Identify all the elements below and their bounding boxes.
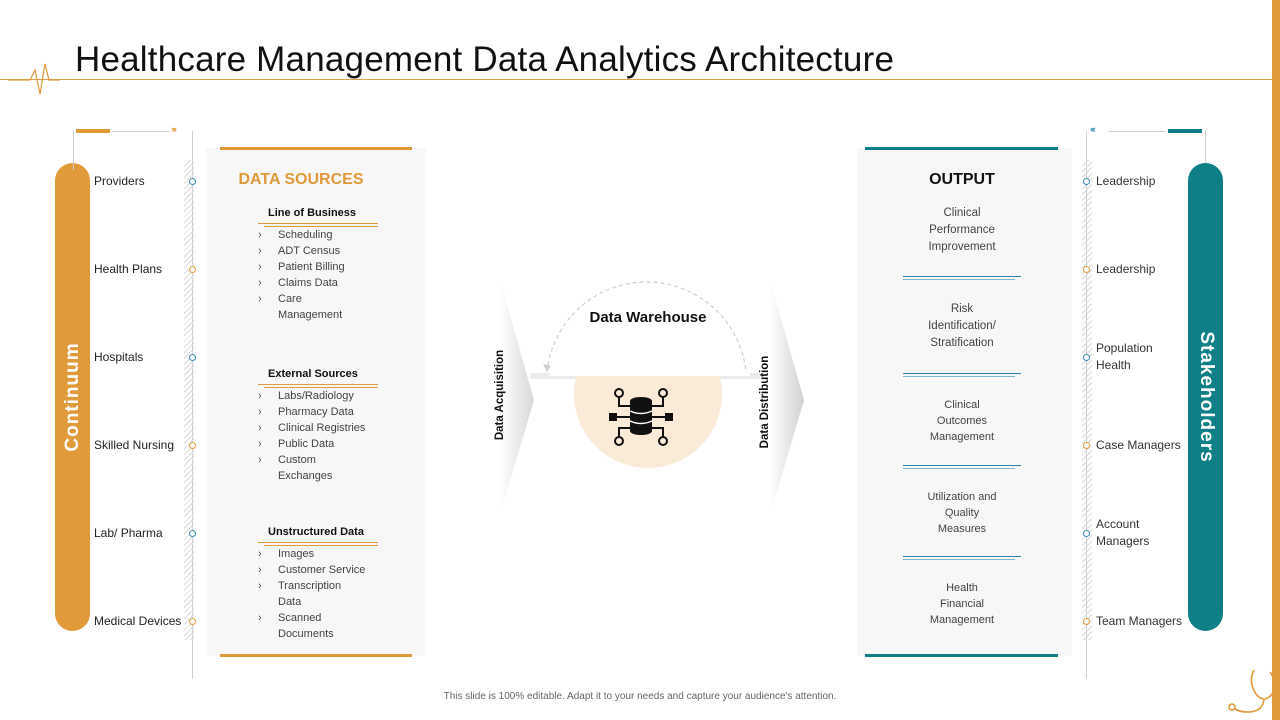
- output-item-line: Risk: [950, 303, 974, 315]
- source-list-item: [258, 291, 302, 307]
- continuum-node-dot: [189, 354, 196, 361]
- output-item-line: Stratification: [930, 337, 994, 349]
- output-item-line: Quality: [944, 507, 980, 519]
- source-item-text: Transcription: [278, 580, 342, 592]
- output-separator: [903, 468, 1015, 469]
- output-item-line: Clinical: [944, 399, 980, 411]
- source-list-item: [258, 404, 354, 420]
- stethoscope-icon: [1224, 668, 1274, 718]
- chevron-right-icon: ›: [258, 261, 262, 273]
- source-item-text: Management: [278, 309, 343, 321]
- continuum-item: Lab/ Pharma: [94, 526, 163, 540]
- footer-note: This slide is 100% editable. Adapt it to your needs and capture your audience's attention.: [443, 691, 837, 702]
- output-item: [892, 397, 1032, 445]
- source-group-title: External Sources: [268, 368, 358, 380]
- chevron-right-icon: ›: [258, 438, 262, 450]
- source-item-text: Labs/Radiology: [278, 390, 354, 402]
- chevron-right-icon: ›: [258, 580, 262, 592]
- output-item: [892, 301, 1032, 352]
- output-item: [892, 205, 1032, 256]
- source-item-text: Clinical Registries: [278, 422, 366, 434]
- hatch-strip: [184, 160, 194, 640]
- source-list-item: [258, 468, 332, 484]
- stakeholder-item: Managers: [1096, 534, 1150, 548]
- source-item-text: Claims Data: [278, 277, 338, 289]
- panel-top-accent: [865, 147, 1058, 150]
- panel-top-accent: [220, 147, 412, 150]
- stakeholder-node-dot: [1083, 530, 1090, 537]
- source-item-text: Data: [278, 596, 302, 608]
- output-item-line: Identification/: [928, 320, 996, 332]
- output-item-line: Management: [929, 614, 995, 626]
- hatch-strip: [1082, 160, 1092, 640]
- chevron-right-icon: ›: [258, 548, 262, 560]
- group-title-underline: [258, 223, 378, 224]
- output-heading: OUTPUT: [929, 171, 995, 188]
- stakeholder-item: Case Managers: [1096, 438, 1181, 452]
- source-list-item: [258, 275, 338, 291]
- source-item-text: Customer Service: [278, 564, 366, 576]
- chevron-right-icon: ›: [258, 564, 262, 576]
- output-separator: [903, 279, 1015, 280]
- chevrons-left-icon: ‹‹‹‹: [1090, 124, 1094, 134]
- source-item-text: Patient Billing: [278, 261, 345, 273]
- output-item-line: Improvement: [928, 241, 996, 253]
- connector-line: [112, 131, 170, 132]
- output-separator: [903, 559, 1015, 560]
- source-group-title: Unstructured Data: [268, 526, 364, 538]
- source-item-text: Documents: [278, 628, 334, 640]
- stakeholders-bar: [1188, 163, 1223, 631]
- output-item-line: Management: [929, 431, 995, 443]
- continuum-item: Hospitals: [94, 350, 144, 364]
- output-item: [892, 580, 1032, 628]
- title-underline: [0, 79, 1272, 80]
- output-separator: [903, 276, 1021, 277]
- chevrons-right-icon: ››››: [171, 124, 175, 134]
- data-acquisition-label: Data Acquisition: [494, 349, 506, 441]
- stakeholder-item: Leadership: [1096, 262, 1156, 276]
- page-title: Healthcare Management Data Analytics Architecture: [75, 40, 895, 79]
- data-sources-heading: DATA SOURCES: [238, 171, 364, 188]
- stakeholder-node-dot: [1083, 618, 1090, 625]
- source-item-text: Scheduling: [278, 229, 333, 241]
- continuum-item: Providers: [94, 174, 145, 188]
- connector-line: [73, 130, 74, 170]
- source-list-item: [258, 227, 332, 243]
- continuum-node-dot: [189, 266, 196, 273]
- source-group-title: Line of Business: [268, 207, 357, 219]
- source-list-item: [258, 243, 340, 259]
- source-list-item: [258, 610, 321, 626]
- source-list-item: [258, 452, 316, 468]
- panel-bottom-accent: [220, 654, 412, 657]
- source-list-item: [258, 388, 354, 404]
- chevron-right-icon: ›: [258, 406, 262, 418]
- output-item-line: Utilization and: [927, 491, 997, 503]
- source-item-text: Scanned: [278, 612, 322, 624]
- chevron-right-icon: ›: [258, 390, 262, 402]
- output-separator: [903, 556, 1021, 557]
- output-item-line: Clinical: [943, 207, 981, 219]
- stakeholder-node-dot: [1083, 178, 1090, 185]
- output-item-line: Performance: [929, 224, 995, 236]
- source-list-item: [258, 626, 334, 642]
- continuum-bar: [55, 163, 90, 631]
- database-network-icon: [606, 386, 676, 448]
- output-item-line: Outcomes: [936, 415, 988, 427]
- source-item-text: Pharmacy Data: [278, 406, 354, 418]
- chevron-right-icon: ›: [258, 277, 262, 289]
- right-accent-bar: [1272, 0, 1280, 720]
- source-item-text: Public Data: [278, 438, 335, 450]
- source-list-item: [258, 546, 314, 562]
- output-item: [892, 489, 1032, 537]
- output-item-line: Health: [946, 582, 978, 594]
- stakeholder-node-dot: [1083, 266, 1090, 273]
- data-distribution-label: Data Distribution: [759, 355, 771, 449]
- stakeholder-node-dot: [1083, 354, 1090, 361]
- source-list-item: [258, 259, 345, 275]
- source-list-item: [258, 436, 334, 452]
- source-item-text: Images: [278, 548, 315, 560]
- output-item-line: Financial: [939, 598, 985, 610]
- stakeholder-item: Leadership: [1096, 174, 1156, 188]
- continuum-item: Medical Devices: [94, 614, 182, 628]
- chevron-right-icon: ›: [258, 612, 262, 624]
- accent-dash: [76, 129, 110, 133]
- output-separator: [903, 465, 1021, 466]
- data-warehouse-label: Data Warehouse: [589, 309, 707, 326]
- continuum-node-dot: [189, 178, 196, 185]
- continuum-item: Health Plans: [94, 262, 163, 276]
- source-list-item: [258, 307, 342, 323]
- stakeholders-label: Stakeholders: [1195, 331, 1217, 463]
- heartbeat-icon: [8, 60, 60, 104]
- distribution-arrow: [770, 280, 804, 515]
- chevron-right-icon: ›: [258, 454, 262, 466]
- output-separator: [903, 376, 1015, 377]
- source-item-text: Exchanges: [278, 470, 333, 482]
- stakeholder-item: Account: [1096, 517, 1140, 531]
- continuum-node-dot: [189, 442, 196, 449]
- output-separator: [903, 373, 1021, 374]
- source-list-item: [258, 578, 341, 594]
- chevron-right-icon: ›: [258, 245, 262, 257]
- chevron-right-icon: ›: [258, 422, 262, 434]
- accent-dash: [1168, 129, 1202, 133]
- panel-bottom-accent: [865, 654, 1058, 657]
- continuum-node-dot: [189, 530, 196, 537]
- chevron-right-icon: ›: [258, 293, 262, 305]
- stakeholder-node-dot: [1083, 442, 1090, 449]
- source-list-item: [258, 420, 365, 436]
- group-title-underline: [258, 384, 378, 385]
- source-list-item: [258, 562, 365, 578]
- stakeholder-item: Team Managers: [1096, 614, 1183, 628]
- source-item-text: Care: [278, 293, 302, 305]
- source-list-item: [258, 594, 301, 610]
- continuum-label: Continuum: [61, 342, 83, 452]
- chevron-right-icon: ›: [258, 229, 262, 241]
- source-item-text: Custom: [278, 454, 316, 466]
- stakeholder-item: Population: [1096, 341, 1153, 355]
- source-item-text: ADT Census: [278, 245, 341, 257]
- connector-line: [1108, 131, 1166, 132]
- continuum-item: Skilled Nursing: [94, 438, 175, 452]
- output-item-line: Measures: [937, 523, 987, 535]
- group-title-underline: [258, 542, 378, 543]
- stakeholder-item: Health: [1096, 358, 1131, 372]
- continuum-node-dot: [189, 618, 196, 625]
